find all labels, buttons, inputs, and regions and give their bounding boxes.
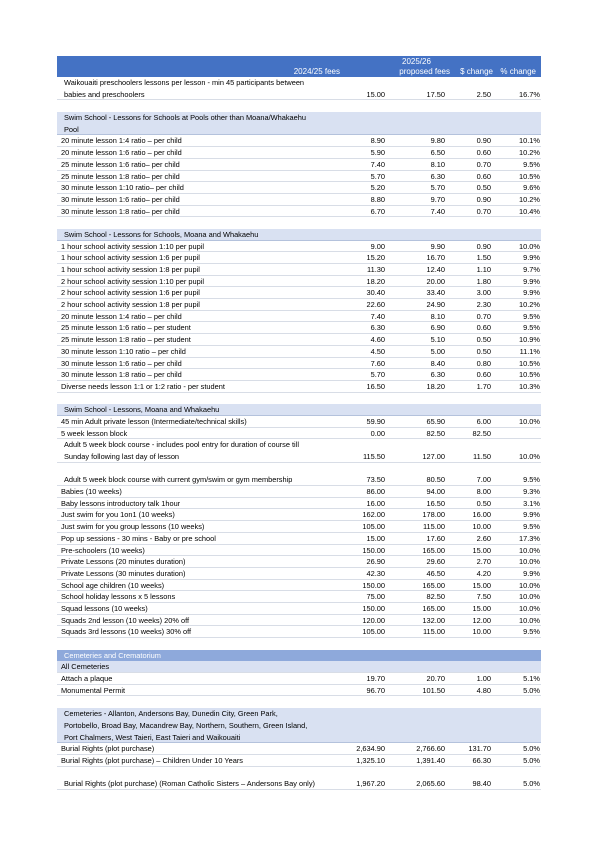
section-heading xyxy=(57,732,541,744)
fee-2024-25-cell: 75.00 xyxy=(366,592,385,602)
header-dollar-change: $ change xyxy=(460,67,493,76)
table-row xyxy=(57,311,541,323)
fee-2024-25-cell: 16.50 xyxy=(366,381,385,391)
table-row xyxy=(57,626,541,638)
row-description: Pop up sessions - 30 mins - Baby or pre school xyxy=(61,533,216,543)
row-description: Squad lessons (10 weeks) xyxy=(61,603,148,613)
fee-2024-25-cell: 1,967.20 xyxy=(356,779,385,789)
dollar-change-cell: 15.00 xyxy=(472,603,491,613)
category-heading xyxy=(57,650,541,662)
dollar-change-cell: 82.50 xyxy=(472,428,491,438)
row-description: babies and preschoolers xyxy=(64,89,145,99)
percent-change-cell: 9.9% xyxy=(523,510,540,520)
dollar-change-cell: 4.80 xyxy=(476,685,491,695)
percent-change-cell: 5.0% xyxy=(523,755,540,765)
table-row xyxy=(57,77,541,89)
fee-2025-26-cell: 165.00 xyxy=(422,545,445,555)
row-description: Squads 3rd lessons (10 weeks) 30% off xyxy=(61,627,192,637)
percent-change-cell: 9.5% xyxy=(523,475,540,485)
percent-change-cell: 5.0% xyxy=(523,779,540,789)
dollar-change-cell: 10.00 xyxy=(472,522,491,532)
table-row xyxy=(57,580,541,592)
fees-table xyxy=(57,56,541,790)
fee-2024-25-cell: 9.00 xyxy=(370,241,385,251)
percent-change-cell: 10.2% xyxy=(519,300,540,310)
table-row xyxy=(57,159,541,171)
row-description: Port Chalmers, West Taieri, East Taieri and Waikouaiti xyxy=(64,732,241,742)
fee-2024-25-cell: 6.30 xyxy=(370,323,385,333)
percent-change-cell: 9.9% xyxy=(523,568,540,578)
table-row xyxy=(57,358,541,370)
dollar-change-cell: 0.50 xyxy=(476,183,491,193)
fee-2025-26-cell: 6.90 xyxy=(430,323,445,333)
fee-2025-26-cell: 2,065.60 xyxy=(416,779,445,789)
fee-2024-25-cell: 86.00 xyxy=(366,487,385,497)
fee-2024-25-cell: 8.90 xyxy=(370,136,385,146)
dollar-change-cell: 4.20 xyxy=(476,568,491,578)
table-row xyxy=(57,89,541,101)
table-row xyxy=(57,591,541,603)
row-description: Burial Rights (plot purchase) (Roman Catholic Sisters – Andersons Bay only) xyxy=(64,779,315,789)
row-description: Waikouaiti preschoolers lessons per lesson - min 45 participants between xyxy=(64,78,305,87)
table-row xyxy=(57,276,541,288)
fee-2025-26-cell: 127.00 xyxy=(422,452,445,461)
fee-2025-26-cell: 16.50 xyxy=(426,498,445,508)
dollar-change-cell: 98.40 xyxy=(472,779,491,789)
fee-2025-26-cell: 6.50 xyxy=(430,148,445,158)
row-description: 30 minute lesson 1:10 ratio – per child xyxy=(61,346,186,356)
dollar-change-cell: 0.90 xyxy=(476,241,491,251)
row-description: Pre-schoolers (10 weeks) xyxy=(61,545,145,555)
fee-2024-25-cell: 7.40 xyxy=(370,159,385,169)
row-description: 45 min Adult private lesson (Intermediate/technical skills) xyxy=(61,416,247,426)
dollar-change-cell: 12.00 xyxy=(472,615,491,625)
fee-2024-25-cell: 15.00 xyxy=(366,533,385,543)
fee-2024-25-cell: 42.30 xyxy=(366,568,385,578)
fee-2025-26-cell: 5.00 xyxy=(430,346,445,356)
table-row xyxy=(57,264,541,276)
table-row xyxy=(57,603,541,615)
dollar-change-cell: 7.00 xyxy=(476,475,491,485)
table-row xyxy=(57,346,541,358)
fee-2025-26-cell: 5.10 xyxy=(430,335,445,345)
row-description: Attach a plaque xyxy=(61,674,113,684)
spacer-row xyxy=(57,696,541,708)
table-row xyxy=(57,474,541,486)
row-description: Monumental Permit xyxy=(61,685,126,695)
fee-2025-26-cell: 1,391.40 xyxy=(416,755,445,765)
dollar-change-cell: 0.60 xyxy=(476,370,491,380)
fee-2025-26-cell: 9.70 xyxy=(430,194,445,204)
fee-2025-26-cell: 132.00 xyxy=(422,615,445,625)
table-row xyxy=(57,743,541,755)
dollar-change-cell: 0.70 xyxy=(476,311,491,321)
table-body xyxy=(57,77,541,790)
percent-change-cell: 10.4% xyxy=(519,206,540,216)
row-description: 2 hour school activity session 1:10 per pupil xyxy=(61,276,204,286)
row-description: Diverse needs lesson 1:1 or 1:2 ratio - per student xyxy=(61,381,225,391)
fee-2025-26-cell: 7.40 xyxy=(430,206,445,216)
fee-2024-25-cell: 150.00 xyxy=(362,580,385,590)
table-row xyxy=(57,439,541,451)
fee-2025-26-cell: 29.60 xyxy=(426,557,445,567)
row-description: Adult 5 week block course with current gym/swim or gym membership xyxy=(64,475,293,485)
fee-2025-26-cell: 5.70 xyxy=(430,183,445,193)
percent-change-cell: 10.0% xyxy=(519,416,540,426)
section-heading xyxy=(57,720,541,732)
row-description: Baby lessons introductory talk 1hour xyxy=(61,498,181,508)
fee-2025-26-cell: 65.90 xyxy=(426,416,445,426)
row-description: 1 hour school activity session 1:6 per pupil xyxy=(61,253,200,263)
percent-change-cell: 10.0% xyxy=(519,580,540,590)
table-row xyxy=(57,147,541,159)
row-description: All Cemeteries xyxy=(61,662,110,672)
section-heading xyxy=(57,404,541,416)
dollar-change-cell: 1.70 xyxy=(476,381,491,391)
fee-2025-26-cell: 46.50 xyxy=(426,568,445,578)
fee-2025-26-cell: 82.50 xyxy=(426,592,445,602)
fee-2024-25-cell: 59.90 xyxy=(366,416,385,426)
fee-2024-25-cell: 5.90 xyxy=(370,148,385,158)
percent-change-cell: 11.1% xyxy=(519,346,540,356)
row-description: 25 minute lesson 1:6 ratio – per student xyxy=(61,323,191,333)
row-description: 30 minute lesson 1:8 ratio – per child xyxy=(61,370,182,380)
dollar-change-cell: 11.50 xyxy=(473,452,491,461)
fee-2025-26-cell: 82.50 xyxy=(426,428,445,438)
fee-2024-25-cell: 150.00 xyxy=(362,603,385,613)
dollar-change-cell: 0.90 xyxy=(476,136,491,146)
fee-2025-26-cell: 94.00 xyxy=(426,487,445,497)
table-row xyxy=(57,615,541,627)
dollar-change-cell: 0.70 xyxy=(476,159,491,169)
table-row xyxy=(57,287,541,299)
row-description: Burial Rights (plot purchase) – Children Under 10 Years xyxy=(61,755,243,765)
fee-2025-26-cell: 20.00 xyxy=(426,276,445,286)
dollar-change-cell: 0.50 xyxy=(476,346,491,356)
fee-2024-25-cell: 15.00 xyxy=(366,89,385,99)
percent-change-cell: 10.0% xyxy=(519,241,540,251)
row-description: Burial Rights (plot purchase) xyxy=(61,744,155,754)
percent-change-cell: 5.1% xyxy=(523,674,540,684)
dollar-change-cell: 16.00 xyxy=(472,510,491,520)
fee-2025-26-cell: 18.20 xyxy=(426,381,445,391)
spacer-row xyxy=(57,767,541,779)
table-row xyxy=(57,778,541,790)
dollar-change-cell: 0.70 xyxy=(476,206,491,216)
row-description: Swim School - Lessons for Schools at Pools other than Moana/Whakaehu xyxy=(64,113,306,123)
percent-change-cell: 5.0% xyxy=(523,744,540,754)
fee-2025-26-cell: 12.40 xyxy=(426,265,445,274)
spacer-row xyxy=(57,463,541,475)
table-row xyxy=(57,451,541,463)
fee-2024-25-cell: 105.00 xyxy=(362,522,385,532)
row-description: Swim School - Lessons, Moana and Whakaehu xyxy=(64,405,220,415)
section-heading xyxy=(57,229,541,241)
row-description: 25 minute lesson 1:8 ratio – per student xyxy=(61,335,191,345)
dollar-change-cell: 7.50 xyxy=(476,592,491,602)
row-description: School age children (10 weeks) xyxy=(61,580,165,590)
table-row xyxy=(57,755,541,767)
dollar-change-cell: 131.70 xyxy=(468,744,491,754)
table-row xyxy=(57,685,541,697)
dollar-change-cell: 0.80 xyxy=(476,358,491,368)
dollar-change-cell: 1.50 xyxy=(476,253,491,263)
fee-2024-25-cell: 5.70 xyxy=(370,171,385,181)
dollar-change-cell: 0.50 xyxy=(476,335,491,345)
row-description: 2 hour school activity session 1:8 per pupil xyxy=(61,300,200,310)
row-description: 2 hour school activity session 1:6 per pupil xyxy=(61,288,200,298)
fee-2024-25-cell: 120.00 xyxy=(362,615,385,625)
fee-2025-26-cell: 115.00 xyxy=(422,522,445,532)
table-row xyxy=(57,486,541,498)
spacer-row xyxy=(57,217,541,229)
subsection-heading xyxy=(57,661,541,673)
table-row xyxy=(57,521,541,533)
percent-change-cell: 5.0% xyxy=(523,685,540,695)
row-description: Portobello, Broad Bay, Macandrew Bay, Northern, Southern, Green Island, xyxy=(64,720,308,730)
table-row xyxy=(57,545,541,557)
fee-2024-25-cell: 5.70 xyxy=(370,370,385,380)
row-description: Private Lessons (20 minutes duration) xyxy=(61,557,186,567)
fee-2025-26-cell: 80.50 xyxy=(426,475,445,485)
percent-change-cell: 9.6% xyxy=(523,183,540,193)
dollar-change-cell: 15.00 xyxy=(472,545,491,555)
fee-2024-25-cell: 4.60 xyxy=(370,335,385,345)
dollar-change-cell: 0.50 xyxy=(476,498,491,508)
dollar-change-cell: 66.30 xyxy=(472,755,491,765)
dollar-change-cell: 10.00 xyxy=(472,627,491,637)
percent-change-cell: 9.5% xyxy=(523,159,540,169)
row-description: 30 minute lesson 1:6 ratio– per child xyxy=(61,194,180,204)
percent-change-cell: 10.0% xyxy=(519,592,540,602)
row-description: 1 hour school activity session 1:10 per pupil xyxy=(61,241,204,251)
fee-2025-26-cell: 6.30 xyxy=(430,370,445,380)
fee-2024-25-cell: 73.50 xyxy=(366,475,385,485)
fee-2024-25-cell: 26.90 xyxy=(366,557,385,567)
header-percent-change: % change xyxy=(500,67,536,76)
fee-2024-25-cell: 30.40 xyxy=(366,288,385,298)
fee-2025-26-cell: 6.30 xyxy=(430,171,445,181)
header-year-group: 2025/26 xyxy=(402,57,431,66)
row-description: Just swim for you 1on1 (10 weeks) xyxy=(61,510,175,520)
percent-change-cell: 17.3% xyxy=(519,533,540,543)
dollar-change-cell: 1.80 xyxy=(476,276,491,286)
spacer-row xyxy=(57,638,541,650)
fee-2025-26-cell: 17.50 xyxy=(426,89,445,99)
row-description: Cemeteries and Crematorium xyxy=(64,650,161,660)
row-description: 20 minute lesson 1:6 ratio – per child xyxy=(61,148,182,158)
fee-2024-25-cell: 2,634.90 xyxy=(356,744,385,754)
fee-2024-25-cell: 1,325.10 xyxy=(356,755,385,765)
percent-change-cell: 10.5% xyxy=(519,171,540,181)
fee-2024-25-cell: 6.70 xyxy=(370,206,385,216)
header-current-fees: 2024/25 fees xyxy=(293,67,340,76)
table-row xyxy=(57,416,541,428)
row-description: School holiday lessons x 5 lessons xyxy=(61,592,176,602)
row-description: 30 minute lesson 1:8 ratio– per child xyxy=(61,206,180,216)
table-row xyxy=(57,299,541,311)
table-row xyxy=(57,428,541,440)
fee-2024-25-cell: 19.70 xyxy=(366,674,385,684)
percent-change-cell: 9.9% xyxy=(523,253,540,263)
fee-2024-25-cell: 8.80 xyxy=(370,194,385,204)
percent-change-cell: 3.1% xyxy=(523,498,540,508)
dollar-change-cell: 2.30 xyxy=(476,300,491,310)
dollar-change-cell: 2.70 xyxy=(476,557,491,567)
section-heading xyxy=(57,708,541,720)
table-row xyxy=(57,369,541,381)
row-description: Pool xyxy=(64,124,79,134)
row-description: 25 minute lesson 1:8 ratio– per child xyxy=(61,171,180,181)
fee-2024-25-cell: 96.70 xyxy=(366,685,385,695)
percent-change-cell: 9.7% xyxy=(523,265,540,274)
row-description: Sunday following last day of lesson xyxy=(64,452,180,461)
table-row xyxy=(57,556,541,568)
table-row xyxy=(57,206,541,218)
dollar-change-cell: 6.00 xyxy=(476,416,491,426)
table-row xyxy=(57,334,541,346)
table-row xyxy=(57,498,541,510)
percent-change-cell: 9.9% xyxy=(523,276,540,286)
table-header xyxy=(57,56,541,77)
row-description: Babies (10 weeks) xyxy=(61,487,122,497)
percent-change-cell: 10.0% xyxy=(519,452,540,461)
dollar-change-cell: 15.00 xyxy=(472,580,491,590)
dollar-change-cell: 2.50 xyxy=(476,89,491,99)
percent-change-cell: 10.9% xyxy=(519,335,540,345)
table-row xyxy=(57,533,541,545)
dollar-change-cell: 1.00 xyxy=(476,674,491,684)
percent-change-cell: 10.0% xyxy=(519,545,540,555)
fee-2024-25-cell: 15.20 xyxy=(366,253,385,263)
spacer-row xyxy=(57,100,541,112)
percent-change-cell: 10.2% xyxy=(519,194,540,204)
percent-change-cell: 10.5% xyxy=(519,370,540,380)
fee-2024-25-cell: 150.00 xyxy=(362,545,385,555)
row-description: 1 hour school activity session 1:8 per pupil xyxy=(61,265,200,274)
fee-2025-26-cell: 20.70 xyxy=(426,674,445,684)
table-row xyxy=(57,252,541,264)
fee-2025-26-cell: 24.90 xyxy=(426,300,445,310)
fee-2025-26-cell: 33.40 xyxy=(426,288,445,298)
percent-change-cell: 16.7% xyxy=(519,89,540,99)
table-row xyxy=(57,673,541,685)
row-description: 5 week lesson block xyxy=(61,428,128,438)
fee-2024-25-cell: 0.00 xyxy=(370,428,385,438)
header-proposed-fees: proposed fees xyxy=(399,67,450,76)
spacer-row xyxy=(57,393,541,405)
fee-2025-26-cell: 165.00 xyxy=(422,603,445,613)
dollar-change-cell: 0.60 xyxy=(476,323,491,333)
table-row xyxy=(57,194,541,206)
dollar-change-cell: 0.60 xyxy=(476,171,491,181)
fee-2025-26-cell: 178.00 xyxy=(422,510,445,520)
row-description: 20 minute lesson 1:4 ratio – per child xyxy=(61,311,182,321)
dollar-change-cell: 1.10 xyxy=(476,265,491,274)
fee-2025-26-cell: 17.60 xyxy=(426,533,445,543)
percent-change-cell: 9.5% xyxy=(523,323,540,333)
fee-2025-26-cell: 8.10 xyxy=(430,311,445,321)
table-row xyxy=(57,322,541,334)
table-row xyxy=(57,135,541,147)
fee-2025-26-cell: 115.00 xyxy=(422,627,445,637)
fee-2024-25-cell: 18.20 xyxy=(366,276,385,286)
row-description: 20 minute lesson 1:4 ratio – per child xyxy=(61,136,182,146)
table-row xyxy=(57,381,541,393)
fee-2025-26-cell: 16.70 xyxy=(426,253,445,263)
fee-2025-26-cell: 101.50 xyxy=(422,685,445,695)
fee-2025-26-cell: 9.90 xyxy=(430,241,445,251)
row-description: Just swim for you group lessons (10 weeks) xyxy=(61,522,205,532)
fee-2025-26-cell: 2,766.60 xyxy=(416,744,445,754)
row-description: 25 minute lesson 1:6 ratio– per child xyxy=(61,159,180,169)
percent-change-cell: 10.0% xyxy=(519,603,540,613)
fee-2024-25-cell: 162.00 xyxy=(362,510,385,520)
row-description: Swim School - Lessons for Schools, Moana and Whakaehu xyxy=(64,229,259,239)
percent-change-cell: 10.0% xyxy=(519,557,540,567)
dollar-change-cell: 8.00 xyxy=(476,487,491,497)
table-row xyxy=(57,241,541,253)
percent-change-cell: 10.5% xyxy=(519,358,540,368)
fee-2024-25-cell: 4.50 xyxy=(370,346,385,356)
fee-2024-25-cell: 7.60 xyxy=(370,358,385,368)
percent-change-cell: 10.2% xyxy=(519,148,540,158)
section-heading xyxy=(57,112,541,124)
row-description: 30 minute lesson 1:10 ratio– per child xyxy=(61,183,184,193)
percent-change-cell: 10.0% xyxy=(519,615,540,625)
section-heading xyxy=(57,124,541,136)
row-description: Cemeteries - Allanton, Andersons Bay, Dunedin City, Green Park, xyxy=(64,709,278,719)
percent-change-cell: 9.9% xyxy=(523,288,540,298)
fee-2025-26-cell: 8.40 xyxy=(430,358,445,368)
dollar-change-cell: 0.90 xyxy=(476,194,491,204)
row-description: 30 minute lesson 1:6 ratio – per child xyxy=(61,358,182,368)
percent-change-cell: 9.5% xyxy=(523,627,540,637)
fee-2024-25-cell: 115.50 xyxy=(362,452,385,461)
percent-change-cell: 9.5% xyxy=(523,522,540,532)
fee-2024-25-cell: 7.40 xyxy=(370,311,385,321)
fee-2025-26-cell: 165.00 xyxy=(422,580,445,590)
row-description: Private Lessons (30 minutes duration) xyxy=(61,568,186,578)
fee-2024-25-cell: 16.00 xyxy=(366,498,385,508)
table-row xyxy=(57,182,541,194)
table-row xyxy=(57,509,541,521)
fee-2024-25-cell: 22.60 xyxy=(366,300,385,310)
dollar-change-cell: 3.00 xyxy=(476,288,491,298)
table-row xyxy=(57,568,541,580)
table-row xyxy=(57,171,541,183)
percent-change-cell: 9.5% xyxy=(523,311,540,321)
percent-change-cell: 10.3% xyxy=(519,381,540,391)
fee-2024-25-cell: 5.20 xyxy=(370,183,385,193)
percent-change-cell: 10.1% xyxy=(519,136,540,146)
fee-2024-25-cell: 105.00 xyxy=(362,627,385,637)
dollar-change-cell: 0.60 xyxy=(476,148,491,158)
dollar-change-cell: 2.60 xyxy=(476,533,491,543)
row-description: Squads 2nd lesson (10 weeks) 20% off xyxy=(61,615,190,625)
fee-2025-26-cell: 9.80 xyxy=(430,136,445,146)
fee-2025-26-cell: 8.10 xyxy=(430,159,445,169)
percent-change-cell: 9.3% xyxy=(523,487,540,497)
row-description: Adult 5 week block course - includes pool entry for duration of course till xyxy=(64,440,299,450)
fee-2024-25-cell: 11.30 xyxy=(367,265,385,274)
